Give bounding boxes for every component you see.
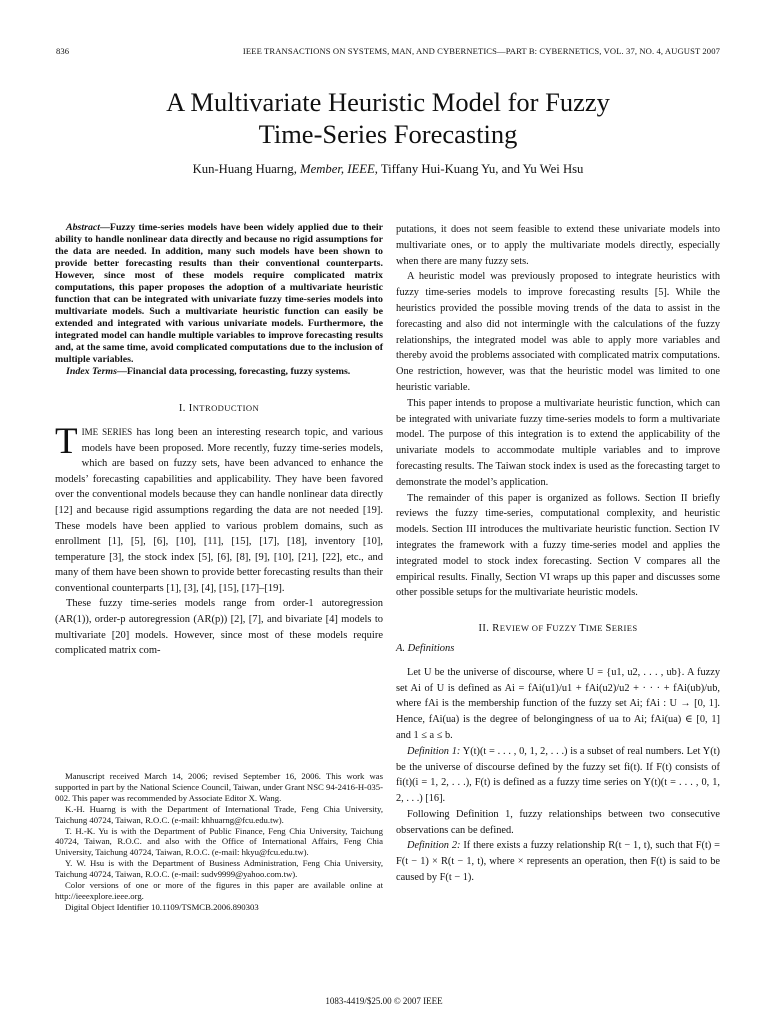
author-1: Kun-Huang Huarng, xyxy=(192,162,301,176)
footnote-author-1: K.-H. Huarng is with the Department of International Trade, Feng Chia University, Taichung 40724, Taiwan, R.O.C. (e-mail: khhuarng@fcu.edu.tw). xyxy=(55,803,383,825)
footnote-author-3: Y. W. Hsu is with the Department of Business Administration, Feng Chia University, Taichung 40724, Taiwan, R.O.C. (e-mail: sudv9999@yahoo.com.tw). xyxy=(55,858,383,880)
abstract xyxy=(55,222,383,366)
title-line-2: Time-Series Forecasting xyxy=(258,119,518,149)
right-paragraph-2: This paper intends to propose a multivariate heuristic function, which can be integrated with univariate fuzzy time-series models to form a multivariate model. The purpose of this integration is to extend the applicability of the univariate models to accommodate multiple variables and to improve forecasting results. The Taiwan stock index is used as the forecasting target to demonstrate the model’s application. xyxy=(396,397,720,488)
intro-paragraph-2: These fuzzy time-series models range from order-1 autoregression (AR(1)), order-p autoregression (AR(p)) [2], [7], and bivariate [4] models to multivariate [20] models. However, since most of these models require complicated matrix com- xyxy=(55,598,383,657)
left-column xyxy=(55,222,383,659)
footnote-author-2: T. H.-K. Yu is with the Department of Public Finance, Feng Chia University, Taichung 40724, Taiwan, R.O.C. and also with the Office of International Affairs, Feng Chia University, Taichung 40724, Taiwan, R.O.C. (e-mail: hkyu@fcu.edu.tw). xyxy=(55,825,383,858)
right-paragraph-5: Following Definition 1, fuzzy relationships between two consecutive observations can be defined. xyxy=(396,808,720,836)
introduction-body xyxy=(55,420,383,659)
page-number: 836 xyxy=(56,46,70,56)
footnotes xyxy=(55,771,383,913)
title-line-1: A Multivariate Heuristic Model for Fuzzy xyxy=(166,87,610,117)
definition-2: Definition 2: If there exists a fuzzy relationship R(t − 1, t), such that F(t) = F(t − 1) × R(t − 1, t), where × represents an operation, then F(t) is said to be caused by F(t − 1). xyxy=(396,840,720,884)
footnote-doi: Digital Object Identifier 10.1109/TSMCB.2006.890303 xyxy=(65,901,259,912)
drop-cap: T xyxy=(55,420,78,462)
abstract-text: —Fuzzy time-series models have been widely applied due to their ability to handle nonlinear data directly and because no rigid assumptions for the data are needed. In addition, many such models have been shown to provide better forecasting results than their conventional counterparts. However, since most of these models require complicated matrix computations, this paper proposes the adoption of a multivariate heuristic function that can be integrated with univariate fuzzy time-series models into multivariate models. Such a multivariate heuristic function can easily be extended and integrated with various univariate models. Furthermore, the integrated model can handle multiple variables to improve forecasting results and, at the same time, avoid complicated computations due to the inclusion of multiple variables. xyxy=(55,222,383,365)
intro-paragraph-1: TIME SERIES has long been an interesting research topic, and various models have been proposed. More recently, fuzzy time-series models, which are based on fuzzy sets, have been advanced to enhance the models’ forecasting capabilities and applicability. They have been favored over the conventional models because they can handle nonlinear data directly [12] and because rigid assumptions regarding the data are not needed [19]. These models have been applied to various problem domains, such as enrollment [1], [5], [6], [10], [11], [15], [17], [18], inventory [10], temperature [3], the stock index [5], [6], [8], [9], [10], [21], [22], etc., and many of them have been shown to provide better forecasting results than their conventional counterparts [1], [3], [4], [15], [17]–[19]. xyxy=(55,420,383,594)
abstract-label: Abstract xyxy=(66,222,101,233)
right-paragraph-0: putations, it does not seem feasible to extend these univariate models into multivariate ones, or to apply the multivariate models directly, especially when there are many fuzzy sets. xyxy=(396,224,720,267)
right-column xyxy=(396,222,720,886)
right-paragraph-4: Let U be the universe of discourse, where U = {u1, u2, . . . , ub}. A fuzzy set Ai of U is defined as Ai = fAi(u1)/u1 + fAi(u2)/u2 + · · · + fAi(ub)/ub, where fAi is the membership function of the fuzzy set Ai; fAi : U → [0, 1]. Hence, fAi(ua) is the degree of belongingness of ua to Ai; fAi(ua) ∈ [0, 1] and 1 ≤ a ≤ b. xyxy=(396,666,720,741)
journal-header: IEEE TRANSACTIONS ON SYSTEMS, MAN, AND CYBERNETICS—PART B: CYBERNETICS, VOL. 37, NO. 4, AUGUST 2007 xyxy=(242,46,720,56)
subsection-heading-definitions: A. Definitions xyxy=(396,642,455,654)
author-line xyxy=(56,161,720,177)
definition-1: Definition 1: Y(t)(t = . . . , 0, 1, 2, . . .) is a subset of real numbers. Let Y(t) be the universe of discourse defined by the fuzzy set fi(t). If F(t) consists of fi(t)(i = 1, 2, . . .), F(t) is defined as a fuzzy time series on Y(t)(t = . . . , 0, 1, 2, . . .) [16]. xyxy=(396,745,720,805)
section-heading-review: II. REVIEW OF FUZZY TIME SERIES xyxy=(478,623,638,635)
other-authors: , Tiffany Hui-Kuang Yu, and Yu Wei Hsu xyxy=(374,162,584,176)
definition-2-label: Definition 2: xyxy=(407,840,461,852)
right-paragraph-1: A heuristic model was previously proposed to integrate heuristics with fuzzy time-series models to improve forecasting results [5]. While the heuristics provided the possible moving trends of the data to assist in the forecasting and also did not intermingle with the calculations of the fuzzy relationships, the integrated model was able to apply more variables and thereby avoid the problems associated with complicated matrix computations. One restriction, however, was that the heuristic model was limited to one heuristic variable. xyxy=(396,271,720,393)
paper-title xyxy=(56,86,720,150)
right-paragraph-3: The remainder of this paper is organized as follows. Section II briefly reviews the fuzzy time-series, computational complexity, and heuristic models. Section III introduces the multivariate heuristic function. Section IV integrates the framework with a fuzzy time-series model and applies the integrated model to stock index forecasting. Section V compares all the empirical results. Finally, Section VI wraps up this paper and discusses some other possible setups for the multivariate heuristic models. xyxy=(396,492,720,599)
index-terms xyxy=(55,366,383,378)
index-terms-label: Index Terms xyxy=(66,366,117,377)
footnote-color-versions: Color versions of one or more of the figures in this paper are available online at http://ieeexplore.ieee.org. xyxy=(55,880,383,901)
index-terms-text: —Financial data processing, forecasting, fuzzy systems. xyxy=(116,366,351,377)
copyright-footer: 1083-4419/$25.00 © 2007 IEEE xyxy=(325,996,443,1006)
footnote-manuscript: Manuscript received March 14, 2006; revised September 16, 2006. This work was supported in part by the National Science Council, Taiwan, under Grant NSC 94-2416-H-035-002. This paper was recommended by Associate Editor X. Wang. xyxy=(55,771,383,803)
author-1-membership: Member, IEEE xyxy=(300,162,375,176)
section-heading-introduction: I. INTRODUCTION xyxy=(178,403,260,414)
definition-1-label: Definition 1: xyxy=(407,745,461,757)
